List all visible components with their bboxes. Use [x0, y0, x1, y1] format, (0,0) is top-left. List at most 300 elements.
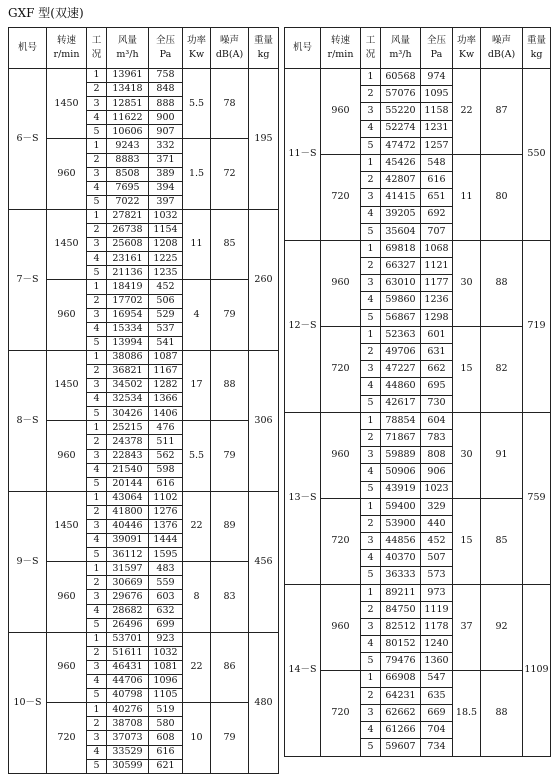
condition-cell: 4 — [361, 464, 381, 481]
flow-cell: 40370 — [381, 550, 421, 567]
speed-cell: 960 — [321, 69, 361, 155]
flow-cell: 59607 — [381, 739, 421, 756]
condition-cell: 5 — [361, 739, 381, 756]
pressure-cell: 1236 — [421, 292, 453, 309]
condition-cell: 4 — [361, 550, 381, 567]
pressure-cell: 704 — [421, 722, 453, 739]
condition-cell: 2 — [87, 646, 107, 660]
pressure-cell: 1096 — [149, 675, 183, 689]
table-row — [9, 139, 279, 153]
condition-cell: 1 — [361, 240, 381, 257]
flow-cell: 45426 — [381, 154, 421, 171]
pressure-cell: 662 — [421, 361, 453, 378]
flow-cell: 9243 — [107, 139, 149, 153]
speed-cell: 960 — [321, 584, 361, 670]
flow-cell: 44860 — [381, 378, 421, 395]
noise-cell: 88 — [481, 670, 523, 756]
speed-cell: 960 — [47, 139, 87, 209]
header-row — [9, 28, 279, 69]
pressure-cell: 707 — [421, 223, 453, 240]
condition-cell: 3 — [87, 520, 107, 534]
flow-cell: 61266 — [381, 722, 421, 739]
noise-cell: 87 — [481, 69, 523, 155]
header-noise: 噪声 dB(A) — [481, 28, 523, 69]
header-weight: 重量 kg — [249, 28, 279, 69]
flow-cell: 43919 — [381, 481, 421, 498]
pressure-cell: 529 — [149, 308, 183, 322]
pressure-cell: 692 — [421, 206, 453, 223]
pressure-cell: 389 — [149, 167, 183, 181]
condition-cell: 2 — [361, 86, 381, 103]
flow-cell: 30599 — [107, 759, 149, 773]
flow-cell: 47472 — [381, 137, 421, 154]
condition-cell: 3 — [361, 189, 381, 206]
speed-cell: 960 — [47, 632, 87, 702]
table-row — [9, 562, 279, 576]
flow-cell: 23161 — [107, 252, 149, 266]
condition-cell: 1 — [87, 280, 107, 294]
condition-cell: 5 — [361, 653, 381, 670]
pressure-cell: 1276 — [149, 505, 183, 519]
pressure-cell: 1087 — [149, 350, 183, 364]
pressure-cell: 695 — [421, 378, 453, 395]
weight-cell: 759 — [523, 412, 551, 584]
power-cell: 18.5 — [453, 670, 481, 756]
condition-cell: 3 — [361, 103, 381, 120]
condition-cell: 4 — [87, 534, 107, 548]
noise-cell: 78 — [211, 69, 249, 139]
flow-cell: 8883 — [107, 153, 149, 167]
weight-cell: 195 — [249, 69, 279, 210]
pressure-cell: 604 — [421, 412, 453, 429]
flow-cell: 31597 — [107, 562, 149, 576]
noise-cell: 91 — [481, 412, 523, 498]
pressure-cell: 1298 — [421, 309, 453, 326]
condition-cell: 1 — [87, 491, 107, 505]
table-row — [9, 209, 279, 223]
condition-cell: 1 — [87, 703, 107, 717]
flow-cell: 13994 — [107, 336, 149, 350]
weight-cell: 550 — [523, 69, 551, 241]
pressure-cell: 1095 — [421, 86, 453, 103]
condition-cell: 1 — [361, 498, 381, 515]
flow-cell: 26496 — [107, 618, 149, 632]
noise-cell: 85 — [481, 498, 523, 584]
table-body — [9, 69, 279, 774]
pressure-cell: 506 — [149, 294, 183, 308]
weight-cell: 1109 — [523, 584, 551, 756]
flow-cell: 30426 — [107, 407, 149, 421]
flow-cell: 53701 — [107, 632, 149, 646]
flow-cell: 24378 — [107, 435, 149, 449]
pressure-cell: 758 — [149, 69, 183, 83]
flow-cell: 42617 — [381, 395, 421, 412]
pressure-cell: 632 — [149, 604, 183, 618]
pressure-cell: 603 — [149, 590, 183, 604]
fan-spec-table-right — [284, 27, 551, 757]
condition-cell: 2 — [87, 153, 107, 167]
table-body — [285, 69, 551, 757]
condition-cell: 2 — [87, 717, 107, 731]
pressure-cell: 580 — [149, 717, 183, 731]
pressure-cell: 598 — [149, 463, 183, 477]
pressure-cell: 1282 — [149, 379, 183, 393]
speed-cell: 720 — [321, 154, 361, 240]
table-row — [9, 491, 279, 505]
noise-cell: 72 — [211, 139, 249, 209]
flow-cell: 29676 — [107, 590, 149, 604]
condition-cell: 4 — [87, 463, 107, 477]
flow-cell: 28682 — [107, 604, 149, 618]
flow-cell: 62662 — [381, 704, 421, 721]
pressure-cell: 483 — [149, 562, 183, 576]
power-cell: 22 — [183, 632, 211, 702]
pressure-cell: 548 — [421, 154, 453, 171]
speed-cell: 1450 — [47, 209, 87, 279]
condition-cell: 1 — [361, 69, 381, 86]
flow-cell: 59860 — [381, 292, 421, 309]
condition-cell: 1 — [361, 584, 381, 601]
condition-cell: 5 — [87, 195, 107, 209]
pressure-cell: 562 — [149, 449, 183, 463]
pressure-cell: 1032 — [149, 209, 183, 223]
pressure-cell: 601 — [421, 326, 453, 343]
page-title: GXF 型(双速) — [8, 6, 84, 20]
flow-cell: 44856 — [381, 533, 421, 550]
power-cell: 5.5 — [183, 69, 211, 139]
flow-cell: 49706 — [381, 344, 421, 361]
header-flow: 风量 m³/h — [381, 28, 421, 69]
flow-cell: 35604 — [381, 223, 421, 240]
speed-cell: 960 — [47, 562, 87, 632]
pressure-cell: 888 — [149, 97, 183, 111]
condition-cell: 5 — [361, 567, 381, 584]
pressure-cell: 1360 — [421, 653, 453, 670]
model-cell: 7－S — [9, 209, 47, 350]
flow-cell: 25608 — [107, 238, 149, 252]
model-cell: 9－S — [9, 491, 47, 632]
condition-cell: 3 — [361, 361, 381, 378]
noise-cell: 92 — [481, 584, 523, 670]
speed-cell: 960 — [321, 412, 361, 498]
flow-cell: 30669 — [107, 576, 149, 590]
flow-cell: 41800 — [107, 505, 149, 519]
condition-cell: 5 — [87, 125, 107, 139]
condition-cell: 4 — [87, 604, 107, 618]
condition-cell: 4 — [361, 206, 381, 223]
weight-cell: 260 — [249, 209, 279, 350]
pressure-cell: 397 — [149, 195, 183, 209]
noise-cell: 79 — [211, 703, 249, 773]
condition-cell: 5 — [361, 309, 381, 326]
condition-cell: 1 — [361, 154, 381, 171]
flow-cell: 52363 — [381, 326, 421, 343]
flow-cell: 57076 — [381, 86, 421, 103]
flow-cell: 36821 — [107, 364, 149, 378]
fan-spec-table-left — [8, 27, 279, 774]
condition-cell: 5 — [87, 266, 107, 280]
pressure-cell: 1376 — [149, 520, 183, 534]
flow-cell: 15334 — [107, 322, 149, 336]
condition-cell: 3 — [87, 97, 107, 111]
power-cell: 37 — [453, 584, 481, 670]
noise-cell: 85 — [211, 209, 249, 279]
power-cell: 11 — [183, 209, 211, 279]
condition-cell: 5 — [361, 137, 381, 154]
condition-cell: 3 — [87, 731, 107, 745]
flow-cell: 78854 — [381, 412, 421, 429]
pressure-cell: 1235 — [149, 266, 183, 280]
condition-cell: 4 — [87, 393, 107, 407]
flow-cell: 64231 — [381, 687, 421, 704]
condition-cell: 4 — [361, 378, 381, 395]
condition-cell: 2 — [87, 83, 107, 97]
flow-cell: 36112 — [107, 548, 149, 562]
header-condition: 工 况 — [361, 28, 381, 69]
flow-cell: 56867 — [381, 309, 421, 326]
pressure-cell: 440 — [421, 515, 453, 532]
table-row — [9, 632, 279, 646]
flow-cell: 7022 — [107, 195, 149, 209]
condition-cell: 4 — [361, 120, 381, 137]
header-model: 机号 — [9, 28, 47, 69]
condition-cell: 2 — [361, 601, 381, 618]
flow-cell: 8508 — [107, 167, 149, 181]
flow-cell: 79476 — [381, 653, 421, 670]
condition-cell: 5 — [87, 618, 107, 632]
condition-cell: 2 — [361, 258, 381, 275]
condition-cell: 3 — [361, 619, 381, 636]
flow-cell: 10606 — [107, 125, 149, 139]
flow-cell: 36333 — [381, 567, 421, 584]
pressure-cell: 1158 — [421, 103, 453, 120]
pressure-cell: 371 — [149, 153, 183, 167]
pressure-cell: 1068 — [421, 240, 453, 257]
model-cell: 6－S — [9, 69, 47, 210]
power-cell: 22 — [453, 69, 481, 155]
pressure-cell: 783 — [421, 429, 453, 446]
table-row — [9, 280, 279, 294]
pressure-cell: 1366 — [149, 393, 183, 407]
condition-cell: 5 — [361, 481, 381, 498]
power-cell: 22 — [183, 491, 211, 561]
speed-cell: 1450 — [47, 69, 87, 139]
flow-cell: 69818 — [381, 240, 421, 257]
model-cell: 11－S — [285, 69, 321, 241]
header-condition: 工 况 — [87, 28, 107, 69]
power-cell: 11 — [453, 154, 481, 240]
flow-cell: 18419 — [107, 280, 149, 294]
flow-cell: 40446 — [107, 520, 149, 534]
flow-cell: 50906 — [381, 464, 421, 481]
table-row — [285, 498, 551, 515]
condition-cell: 2 — [361, 687, 381, 704]
condition-cell: 1 — [87, 562, 107, 576]
pressure-cell: 1177 — [421, 275, 453, 292]
power-cell: 30 — [453, 240, 481, 326]
condition-cell: 3 — [87, 167, 107, 181]
pressure-cell: 1081 — [149, 660, 183, 674]
header-speed: 转速 r/min — [321, 28, 361, 69]
condition-cell: 4 — [87, 111, 107, 125]
pressure-cell: 1225 — [149, 252, 183, 266]
weight-cell: 456 — [249, 491, 279, 632]
condition-cell: 5 — [361, 223, 381, 240]
condition-cell: 3 — [361, 447, 381, 464]
table-row — [285, 326, 551, 343]
power-cell: 30 — [453, 412, 481, 498]
flow-cell: 38708 — [107, 717, 149, 731]
model-cell: 14－S — [285, 584, 321, 756]
pressure-cell: 608 — [149, 731, 183, 745]
flow-cell: 84750 — [381, 601, 421, 618]
condition-cell: 5 — [87, 336, 107, 350]
condition-cell: 2 — [361, 429, 381, 446]
pressure-cell: 452 — [421, 533, 453, 550]
pressure-cell: 808 — [421, 447, 453, 464]
flow-cell: 12851 — [107, 97, 149, 111]
header-flow: 风量 m³/h — [107, 28, 149, 69]
pressure-cell: 1119 — [421, 601, 453, 618]
table-row — [285, 584, 551, 601]
flow-cell: 37073 — [107, 731, 149, 745]
condition-cell: 5 — [87, 548, 107, 562]
condition-cell: 1 — [87, 69, 107, 83]
flow-cell: 7695 — [107, 181, 149, 195]
noise-cell: 82 — [481, 326, 523, 412]
table-row — [9, 703, 279, 717]
condition-cell: 1 — [361, 412, 381, 429]
table-row — [9, 421, 279, 435]
flow-cell: 55220 — [381, 103, 421, 120]
condition-cell: 3 — [87, 379, 107, 393]
pressure-cell: 1102 — [149, 491, 183, 505]
condition-cell: 3 — [87, 449, 107, 463]
pressure-cell: 699 — [149, 618, 183, 632]
pressure-cell: 900 — [149, 111, 183, 125]
model-cell: 13－S — [285, 412, 321, 584]
pressure-cell: 1154 — [149, 224, 183, 238]
pressure-cell: 394 — [149, 181, 183, 195]
condition-cell: 5 — [361, 395, 381, 412]
pressure-cell: 511 — [149, 435, 183, 449]
flow-cell: 21540 — [107, 463, 149, 477]
pressure-cell: 1231 — [421, 120, 453, 137]
flow-cell: 39205 — [381, 206, 421, 223]
header-power: 功率 Kw — [183, 28, 211, 69]
flow-cell: 63010 — [381, 275, 421, 292]
flow-cell: 33529 — [107, 745, 149, 759]
condition-cell: 3 — [361, 704, 381, 721]
pressure-cell: 907 — [149, 125, 183, 139]
model-cell: 8－S — [9, 350, 47, 491]
condition-cell: 1 — [361, 326, 381, 343]
condition-cell: 3 — [87, 590, 107, 604]
pressure-cell: 1121 — [421, 258, 453, 275]
speed-cell: 720 — [321, 670, 361, 756]
flow-cell: 32534 — [107, 393, 149, 407]
flow-cell: 80152 — [381, 636, 421, 653]
condition-cell: 2 — [361, 344, 381, 361]
table-row — [9, 69, 279, 83]
condition-cell: 5 — [87, 477, 107, 491]
table-row — [285, 154, 551, 171]
noise-cell: 79 — [211, 421, 249, 491]
header-speed: 转速 r/min — [47, 28, 87, 69]
speed-cell: 720 — [321, 498, 361, 584]
condition-cell: 3 — [361, 275, 381, 292]
flow-cell: 20144 — [107, 477, 149, 491]
condition-cell: 2 — [361, 172, 381, 189]
flow-cell: 38086 — [107, 350, 149, 364]
speed-cell: 1450 — [47, 491, 87, 561]
header-pressure: 全压 Pa — [421, 28, 453, 69]
table-row — [285, 240, 551, 257]
condition-cell: 1 — [87, 209, 107, 223]
condition-cell: 1 — [361, 670, 381, 687]
flow-cell: 25215 — [107, 421, 149, 435]
power-cell: 1.5 — [183, 139, 211, 209]
flow-cell: 46431 — [107, 660, 149, 674]
noise-cell: 80 — [481, 154, 523, 240]
pressure-cell: 1240 — [421, 636, 453, 653]
noise-cell: 79 — [211, 280, 249, 350]
condition-cell: 4 — [87, 675, 107, 689]
flow-cell: 40798 — [107, 689, 149, 703]
model-cell: 12－S — [285, 240, 321, 412]
weight-cell: 306 — [249, 350, 279, 491]
condition-cell: 4 — [87, 252, 107, 266]
weight-cell: 480 — [249, 632, 279, 773]
noise-cell: 83 — [211, 562, 249, 632]
pressure-cell: 616 — [421, 172, 453, 189]
pressure-cell: 537 — [149, 322, 183, 336]
flow-cell: 26738 — [107, 224, 149, 238]
power-cell: 5.5 — [183, 421, 211, 491]
condition-cell: 2 — [87, 505, 107, 519]
pressure-cell: 1208 — [149, 238, 183, 252]
power-cell: 4 — [183, 280, 211, 350]
condition-cell: 5 — [87, 689, 107, 703]
header-weight: 重量 kg — [523, 28, 551, 69]
condition-cell: 4 — [87, 745, 107, 759]
pressure-cell: 973 — [421, 584, 453, 601]
pressure-cell: 547 — [421, 670, 453, 687]
power-cell: 10 — [183, 703, 211, 773]
pressure-cell: 1178 — [421, 619, 453, 636]
flow-cell: 21136 — [107, 266, 149, 280]
pressure-cell: 332 — [149, 139, 183, 153]
flow-cell: 66327 — [381, 258, 421, 275]
condition-cell: 4 — [361, 292, 381, 309]
pressure-cell: 329 — [421, 498, 453, 515]
header-pressure: 全压 Pa — [149, 28, 183, 69]
flow-cell: 71867 — [381, 429, 421, 446]
pressure-cell: 616 — [149, 477, 183, 491]
table-row — [285, 412, 551, 429]
pressure-cell: 616 — [149, 745, 183, 759]
header-power: 功率 Kw — [453, 28, 481, 69]
condition-cell: 3 — [87, 660, 107, 674]
condition-cell: 2 — [87, 224, 107, 238]
flow-cell: 59889 — [381, 447, 421, 464]
flow-cell: 13961 — [107, 69, 149, 83]
condition-cell: 1 — [87, 421, 107, 435]
flow-cell: 42807 — [381, 172, 421, 189]
power-cell: 15 — [453, 326, 481, 412]
pressure-cell: 1032 — [149, 646, 183, 660]
header-model: 机号 — [285, 28, 321, 69]
